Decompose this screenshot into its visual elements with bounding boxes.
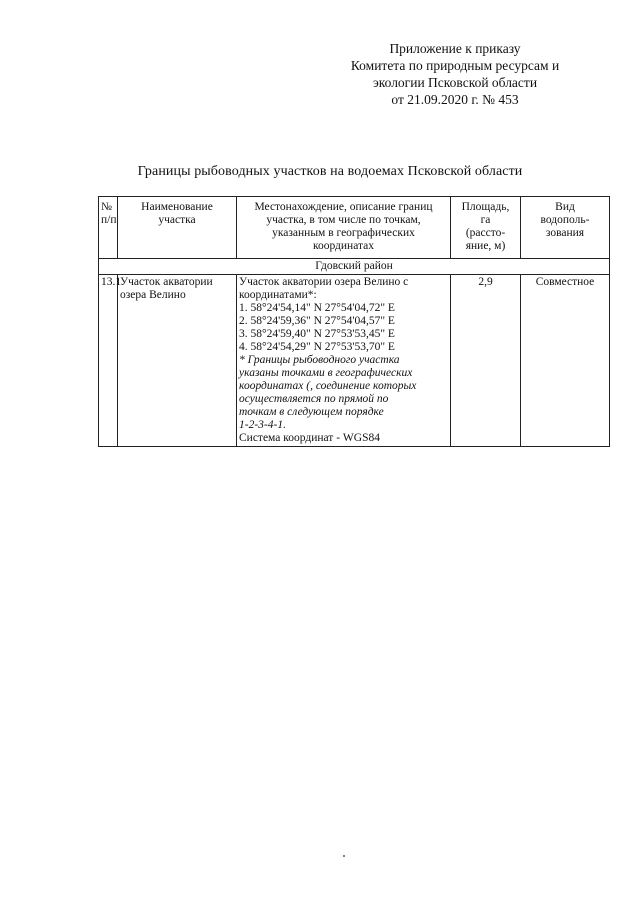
document-title: Границы рыбоводных участков на водоемах Псковской области [137, 164, 523, 179]
table-row [99, 275, 610, 447]
boundary-note: координатах (, соединение которых [239, 380, 417, 392]
coordinate-point-4: 4. 58°24'54,29" N 27°53'53,70" E [239, 341, 395, 353]
row-site-name: Участок акватории озера Велино [118, 275, 237, 447]
column-header-number: № п/п [99, 197, 118, 259]
district-name: Гдовский район [99, 259, 610, 275]
coordinate-system: Система координат - WGS84 [239, 432, 380, 444]
coordinate-point-2: 2. 58°24'59,36" N 27°54'04,57" E [239, 315, 395, 327]
row-water-use-type: Совместное [521, 275, 610, 447]
district-row [99, 259, 610, 275]
row-location-description [237, 275, 451, 447]
boundary-note: точкам в следующем порядке [239, 406, 384, 418]
header-line-committee: Комитета по природным ресурсам и [350, 58, 560, 73]
table-header-row [99, 197, 610, 259]
coordinate-point-3: 3. 58°24'59,40" N 27°53'53,45" E [239, 328, 395, 340]
boundary-note: указаны точками в географических [239, 367, 413, 379]
order-appendix-header [330, 40, 580, 108]
header-line-appendix: Приложение к приказу [389, 41, 521, 56]
location-intro: Участок акватории озера Велино с [239, 276, 409, 288]
fish-farming-areas-table [98, 196, 610, 447]
scan-speck [343, 855, 345, 857]
column-header-area: Площадь, га (рассто- яние, м) [451, 197, 521, 259]
boundary-note: осуществляется по прямой по [239, 393, 389, 405]
header-line-region: экологии Псковской области [372, 75, 538, 90]
boundary-note: * Границы рыбоводного участка [239, 354, 400, 366]
column-header-location: Местонахождение, описание границ участка, в том числе по точкам, указанным в географических координатах [237, 197, 451, 259]
column-header-name: Наименование участка [118, 197, 237, 259]
coordinate-point-1: 1. 58°24'54,14" N 27°54'04,72" E [239, 302, 395, 314]
row-area: 2,9 [451, 275, 521, 447]
header-line-date-number: от 21.09.2020 г. № 453 [391, 92, 519, 107]
row-number: 13.1 [99, 275, 118, 447]
boundary-note: 1-2-3-4-1. [239, 419, 286, 431]
location-intro-cont: координатами*: [239, 289, 317, 301]
column-header-water-use: Вид водополь- зования [521, 197, 610, 259]
